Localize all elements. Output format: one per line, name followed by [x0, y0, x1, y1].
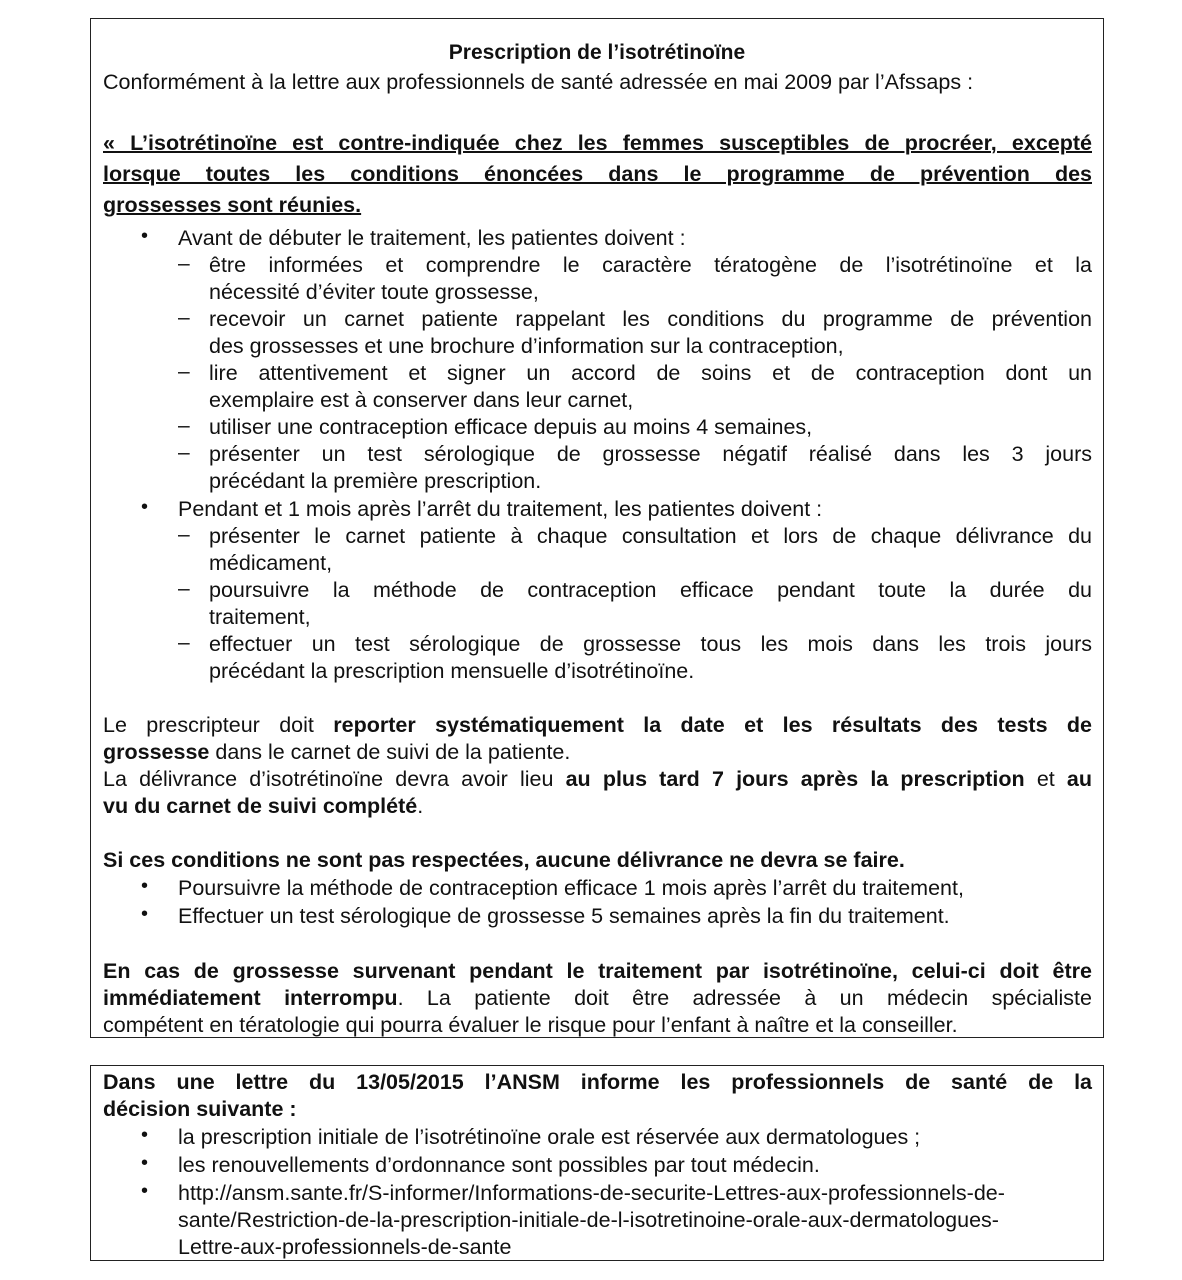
prescriber-line-1: Le prescripteur doit reporter systématiquement la date et les résultats des tests de — [103, 713, 1092, 737]
before-item-1a: être informées et comprendre le caractère tératogène de l’isotrétinoïne et la — [209, 253, 1092, 277]
pregnancy-line-1: En cas de grossesse survenant pendant le traitement par isotrétinoïne, celui-ci doit être — [103, 959, 1092, 983]
document-title: Prescription de l’isotrétinoïne — [448, 41, 746, 64]
dash-icon: – — [178, 523, 190, 546]
before-item-1b: nécessité d’éviter toute grossesse, — [209, 280, 539, 304]
prescriber-line-2: grossesse dans le carnet de suivi de la patiente. — [103, 740, 571, 764]
ansm-link-line-3[interactable]: Lettre-aux-professionnels-de-sante — [178, 1235, 512, 1259]
dash-icon: – — [178, 441, 190, 464]
prescription-box — [90, 18, 1104, 1038]
before-item-4: utiliser une contraception efficace depuis au moins 4 semaines, — [209, 415, 813, 439]
during-item-1b: médicament, — [209, 551, 333, 575]
delivery-line-1: La délivrance d’isotrétinoïne devra avoir lieu au plus tard 7 jours après la prescription et au — [103, 767, 1092, 791]
delivery-line-2: vu du carnet de suivi complété. — [103, 794, 424, 818]
warning-line-3: grossesses sont réunies. — [103, 193, 362, 217]
bullet-icon: • — [141, 1124, 149, 1146]
conditions-item-2: Effectuer un test sérologique de grossesse 5 semaines après la fin du traitement. — [178, 904, 950, 928]
ansm-line-2: décision suivante : — [103, 1097, 297, 1121]
pregnancy-line-3: compétent en tératologie qui pourra évaluer le risque pour l’enfant à naître et la conseiller. — [103, 1013, 958, 1037]
bullet-icon: • — [141, 1152, 149, 1174]
bullet-icon: • — [141, 875, 149, 897]
dash-icon: – — [178, 577, 190, 600]
ansm-box — [90, 1065, 1104, 1261]
before-heading: Avant de débuter le traitement, les patientes doivent : — [178, 226, 686, 250]
during-heading: Pendant et 1 mois après l’arrêt du traitement, les patientes doivent : — [178, 497, 823, 521]
pregnancy-line-2: immédiatement interrompu. La patiente doit être adressée à un médecin spécialiste — [103, 986, 1092, 1010]
dash-icon: – — [178, 306, 190, 329]
conditions-item-1: Poursuivre la méthode de contraception efficace 1 mois après l’arrêt du traitement, — [178, 876, 964, 900]
ansm-link-line-2[interactable]: sante/Restriction-de-la-prescription-initiale-de-l-isotretinoine-orale-aux-dermatologues- — [178, 1208, 999, 1232]
before-item-3a: lire attentivement et signer un accord de soins et de contraception dont un — [209, 361, 1092, 385]
dash-icon: – — [178, 414, 190, 437]
conditions-heading: Si ces conditions ne sont pas respectées, aucune délivrance ne devra se faire. — [103, 848, 905, 872]
ansm-link-line-1[interactable]: http://ansm.sante.fr/S-informer/Informations-de-securite-Lettres-aux-professionnels-de- — [178, 1181, 1005, 1205]
during-item-1a: présenter le carnet patiente à chaque consultation et lors de chaque délivrance du — [209, 524, 1092, 548]
warning-line-2: lorsque toutes les conditions énoncées dans le programme de prévention des — [103, 162, 1092, 186]
bullet-icon: • — [141, 1180, 149, 1202]
bullet-icon: • — [141, 903, 149, 925]
bullet-icon: • — [141, 496, 149, 518]
before-item-2a: recevoir un carnet patiente rappelant les conditions du programme de prévention — [209, 307, 1092, 331]
before-item-3b: exemplaire est à conserver dans leur carnet, — [209, 388, 634, 412]
during-item-2b: traitement, — [209, 605, 311, 629]
ansm-item-2: les renouvellements d’ordonnance sont possibles par tout médecin. — [178, 1153, 820, 1177]
warning-line-1: « L’isotrétinoïne est contre-indiquée chez les femmes susceptibles de procréer, excepté — [103, 131, 1092, 155]
bullet-icon: • — [141, 225, 149, 247]
before-item-5b: précédant la première prescription. — [209, 469, 542, 493]
dash-icon: – — [178, 360, 190, 383]
dash-icon: – — [178, 631, 190, 654]
before-item-2b: des grossesses et une brochure d’information sur la contraception, — [209, 334, 844, 358]
intro-text: Conformément à la lettre aux professionnels de santé adressée en mai 2009 par l’Afssaps : — [103, 70, 974, 94]
before-item-5a: présenter un test sérologique de grossesse négatif réalisé dans les 3 jours — [209, 442, 1092, 466]
dash-icon: – — [178, 252, 190, 275]
during-item-2a: poursuivre la méthode de contraception efficace pendant toute la durée du — [209, 578, 1092, 602]
during-item-3a: effectuer un test sérologique de grossesse tous les mois dans les trois jours — [209, 632, 1092, 656]
ansm-line-1: Dans une lettre du 13/05/2015 l’ANSM informe les professionnels de santé de la — [103, 1070, 1092, 1094]
during-item-3b: précédant la prescription mensuelle d’isotrétinoïne. — [209, 659, 695, 683]
ansm-item-1: la prescription initiale de l’isotrétinoïne orale est réservée aux dermatologues ; — [178, 1125, 921, 1149]
